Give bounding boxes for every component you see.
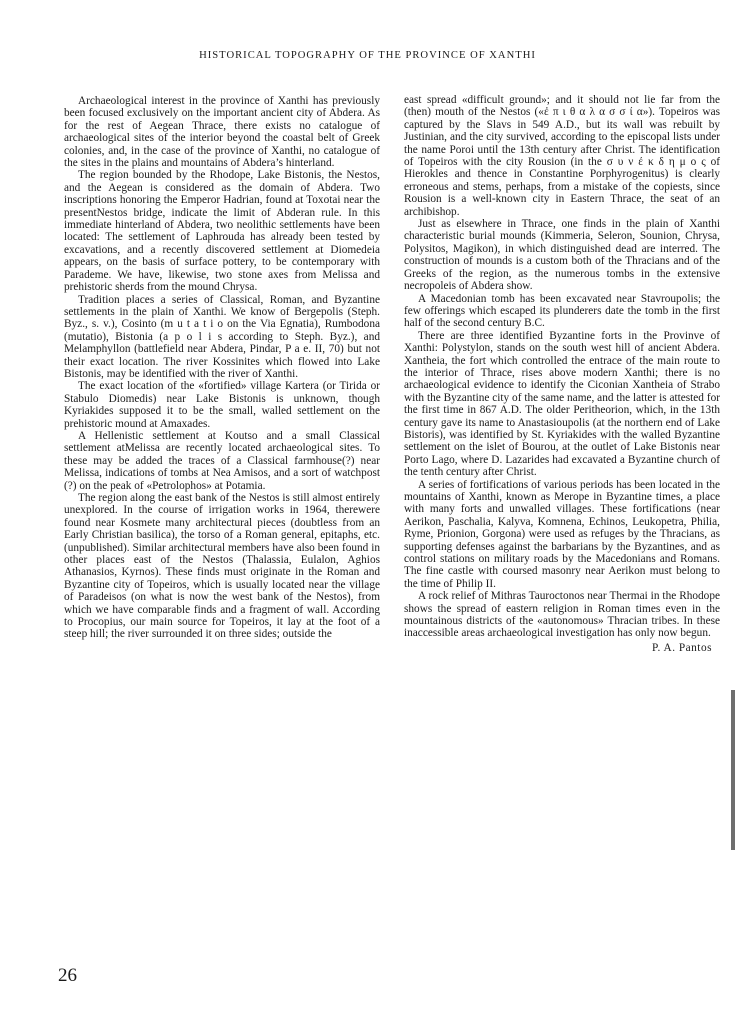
paragraph: Tradition places a series of Classical, Roman, and Byzantine settlements in the plain of Xanthi. We know of Bergepolis (Steph. Byz., s. v.), Cosinto (m u t a t i o on the Via Egnatia), Rumbodona (mutatio), Bistonia (a p o l i s according to Steph. Byz.), and Melamphyllon (battlefield near Abdera, Pindar, P a e. II, 70) but not their exact location. The river Kossinites which flowed into Lake Bistonis, may be identified with the river of Xanthi. <box>64 293 380 380</box>
paragraph: A series of fortifications of various periods has been located in the mountains of Xanthi, known as Merope in Byzantine times, a place with many forts and unwalled villages. These fortifications (near Aerikon, Paschalia, Kalyva, Komnena, Echinos, Leukopetra, Philia, Ryme, Prionion, Gorgona) were used as refuges by the Thracians, as supporting defenses against the barbarians by the Byzantines, and as control stations on military roads by the Macedonians and Romans. The fine castle with coursed masonry near Aerikon must belong to the time of Philip II. <box>404 478 720 590</box>
scan-edge-mark <box>731 690 735 850</box>
paragraph-continued: east spread «difficult ground»; and it should not lie far from the (then) mouth of the Nestos («ἐ π ι θ α λ α σ σ ί α»). Topeiros was captured by the Slavs in 549 A.D., but its wall was rebuilt by Justinian, and the city survived, according to the episcopal lists under the name Poroi until the 13th century after Christ. The identification of Topeiros with the city Rousion (in the σ υ ν έ κ δ η μ ο ς of Hierokles and thence in Constantine Porphyrogenitus) is clearly erroneous and stems, perhaps, from a mistake of the copiests, since Rousion is a well-known city in Eastern Thrace, the seat of an archibishop. <box>404 94 720 218</box>
left-column <box>64 95 380 641</box>
running-head: HISTORICAL TOPOGRAPHY OF THE PROVINCE OF XANTHI <box>199 50 536 61</box>
paragraph: A rock relief of Mithras Tauroctonos near Thermai in the Rhodope shows the spread of eastern religion in Roman times even in the mountainous districts of the «autonomous» Thracian tribes. In these inaccessible areas archaeological investigation has only now begun. <box>404 590 720 640</box>
paragraph: There are three identified Byzantine forts in the Provinve of Xanthi: Polystylon, stands on the south west hill of ancient Abdera. Xantheia, the fort which controlled the entrace of the main route to the interior of Thrace, rises above modern Xanthi; there is no archaeological evidence to identify the Ciconian Xantheia of Strabo with the Byzantine city of the same name, and the latter is attested for the first time in 867 A.D. The older Peritheorion, which, in the 13th century gave its name to Anastasioupolis (at the northern end of Lake Bistoris), was identified by St. Kyriakides with the walled Byzantine settlement on the islet of Bourou, at the outlet of Lake Bistonis near Porto Lago, where D. Lazarides had excavated a Byzantine church of the tenth century after Christ. <box>404 329 720 479</box>
paragraph: A Macedonian tomb has been excavated near Stavroupolis; the few offerings which escaped its plunderers date the tomb in the first half of the second century B.C. <box>404 292 720 330</box>
paragraph: The region along the east bank of the Nestos is still almost entirely unexplored. In the course of irrigation works in 1964, therewere found near Kosmete many architectural pieces (doubtless from an Early Christian basilica), the torso of a Roman general, epitaphs, etc. (unpublished). Similar architectural members have also been found in other places east of the Nestos (Thalassia, Eulalon, Aghios Athanasios, Kyrnos). These finds must originate in the Roman and Byzantine city of Topeiros, which is usually located near the village of Paradeisos (on what is now the west bank of the Nestos), from which we have comparable finds and a fragment of wall. According to Procopius, our main source for Topeiros, it lay at the foot of a steep hill; the river surrounded it on three sides; outside the <box>64 492 380 641</box>
author-signature: P. A. Pantos <box>652 641 712 654</box>
paragraph: The exact location of the «fortified» village Kartera (or Tirida or Stabulo Diomedis) near Lake Bistonis is unknown, though Kyriakides supposed it to be the small, walled settlement on the prehistoric mound at Amaxades. <box>64 380 380 430</box>
paragraph: A Hellenistic settlement at Koutso and a small Classical settlement atMelissa are recently located archaeological sites. To these may be added the traces of a Classical farmhouse(?) near Melissa, indications of tombs at Nea Amisos, and a sort of watchpost (?) on the peak of «Petrolophos» at Potamia. <box>64 429 380 492</box>
paragraph: Just as elsewhere in Thrace, one finds in the plain of Xanthi characteristic burial mounds (Kimmeria, Seleron, Sounion, Chrysa, Polysitos, Magikon), in which distinguished dead are interred. The construction of mounds is a custom both of the Thracians and of the Greeks of the region, as the numerous tombs in the extensive necropoleis of Abdera show. <box>404 218 720 293</box>
page-number: 26 <box>58 965 77 986</box>
paragraph: The region bounded by the Rhodope, Lake Bistonis, the Nestos, and the Aegean is considered as the domain of Abdera. Two inscriptions honoring the Emperor Hadrian, found at Toxotai near the presentNestos bridge, indicate the limit of Abderan rule. In this immediate hinterland of Abdera, two neolithic settlements have been located: The settlement of Laphrouda has already been tested by excavations, and a recently discovered settlement at Diomedeia appears, on the basis of surface pottery, to be contemporary with Parademe. We have, likewise, two stone axes from Melissa and prehistoric sherds from the mound Chrysa. <box>64 169 380 294</box>
paragraph: Archaeological interest in the province of Xanthi has previously been focused exclusively on the important ancient city of Abdera. As for the rest of Aegean Thrace, there exists no catalogue of archaeological sites of the interior beyond the coastal belt of Greek colonies, and, in the case of the province of Xanthi, no catalogue of the sites in the plains and mountains of Abdera’s hinterland. <box>64 95 380 170</box>
right-column <box>404 94 720 654</box>
